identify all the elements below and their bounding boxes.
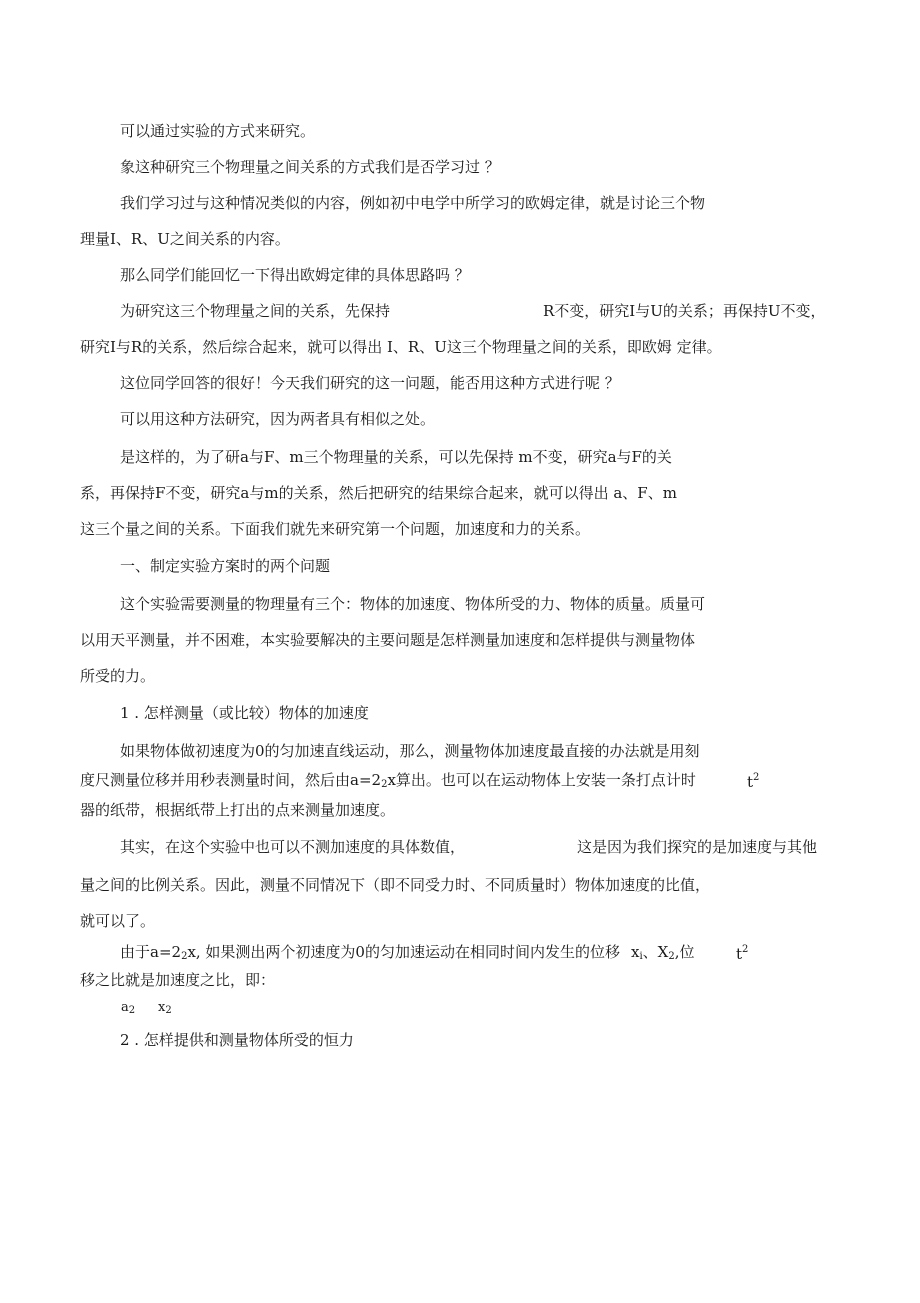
subscript: i <box>639 951 643 962</box>
paragraph-line: 这位同学回答的很好！今天我们研究的这一问题，能否用这种方式进行呢 ？ <box>120 374 620 392</box>
paragraph-line: 以用天平测量，并不困难，本实验要解决的主要问题是怎样测量加速度和怎样提供与测量物体 <box>80 631 696 649</box>
paragraph-line: 可以用这种方法研究，因为两者具有相似之处。 <box>120 410 436 428</box>
paragraph-line: 器的纸带，根据纸带上打出的点来测量加速度。 <box>80 801 396 819</box>
paragraph-line: 是这样的，为了研a与F、m三个物理量的关系，可以先保持 m不变，研究a与F的关 <box>120 448 672 466</box>
paragraph-line: 这是因为我们探究的是加速度与其他 <box>577 838 818 856</box>
paragraph-line <box>120 942 620 967</box>
superscript: 2 <box>742 944 749 955</box>
paragraph-line: 象这种研究三个物理量之间关系的方式我们是否学习过 ？ <box>120 158 500 176</box>
paragraph-line: 为研究这三个物理量之间的关系，先保持 <box>120 302 391 320</box>
text-run: x <box>631 943 640 961</box>
text-run: 由于a=2 <box>120 943 182 961</box>
text-run: 、X <box>642 943 669 961</box>
text-run: x <box>158 1000 166 1015</box>
subscript: 2 <box>128 1005 136 1016</box>
formula-fragment <box>736 940 748 964</box>
paragraph-line: 系，再保持F不变，研究a与m的关系，然后把研究的结果综合起来，就可以得出 a、F、m <box>80 484 677 502</box>
formula-fragment <box>747 768 759 792</box>
text-run: t <box>747 773 754 791</box>
text-run: ,位 <box>674 943 695 961</box>
paragraph-line: 可以通过实验的方式来研究。 <box>120 122 316 140</box>
paragraph-line: 这三个量之间的关系。下面我们就先来研究第一个问题，加速度和力的关系。 <box>80 520 591 538</box>
paragraph-line: 如果物体做初速度为0的匀加速直线运动，那么，测量物体加速度最直接的办法就是用刻 <box>120 742 700 760</box>
paragraph-line: 其实，在这个实验中也可以不测加速度的具体数值， <box>120 838 466 856</box>
paragraph-line: 理量I、R、U之间关系的内容。 <box>80 230 290 248</box>
formula-fragment <box>121 998 135 1021</box>
subscript: 2 <box>165 1005 172 1016</box>
section-heading: 一、制定实验方案时的两个问题 <box>120 557 331 575</box>
paragraph-line: 我们学习过与这种情况类似的内容，例如初中电学中所学习的欧姆定律，就是讨论三个物 <box>120 194 706 212</box>
text-run: t <box>736 945 743 963</box>
text-run: x, 如果测出两个初速度为0的匀加速运动在相同时间内发生的位移 <box>187 943 620 961</box>
paragraph-line: 移之比就是加速度之比，即： <box>80 971 276 989</box>
subscript: 2 <box>181 951 188 962</box>
text-run: 度尺测量位移并用秒表测量时间，然后由a=2 <box>80 771 382 789</box>
formula-fragment <box>631 942 695 967</box>
superscript: 2 <box>753 772 760 783</box>
paragraph-line: 这个实验需要测量的物理量有三个：物体的加速度、物体所受的力、物体的质量。质量可 <box>120 595 706 613</box>
subscript: 2 <box>381 779 388 790</box>
text-run: a <box>121 1000 129 1015</box>
subscript: 2 <box>668 951 675 962</box>
subsection-heading: 2 . 怎样提供和测量物体所受的恒力 <box>120 1031 354 1049</box>
paragraph-line: 就可以了。 <box>80 912 156 930</box>
formula-fragment <box>158 998 172 1021</box>
paragraph-line: R不变，研究I与U的关系；再保持U不变， <box>543 302 826 320</box>
paragraph-line: 那么同学们能回忆一下得出欧姆定律的具体思路吗 ？ <box>120 266 470 284</box>
text-run: x算出。也可以在运动物体上安装一条打点计时 <box>387 771 696 789</box>
paragraph-line: 量之间的比例关系。因此，测量不同情况下（即不同受力时、不同质量时）物体加速度的比值， <box>80 876 711 894</box>
paragraph-line: 所受的力。 <box>80 667 156 685</box>
subsection-heading: 1 . 怎样测量（或比较）物体的加速度 <box>120 704 369 722</box>
paragraph-line <box>80 770 696 795</box>
paragraph-line: 研究I与R的关系，然后综合起来，就可以得出 I、R、U这三个物理量之间的关系，即欧姆 定律。 <box>80 338 722 356</box>
